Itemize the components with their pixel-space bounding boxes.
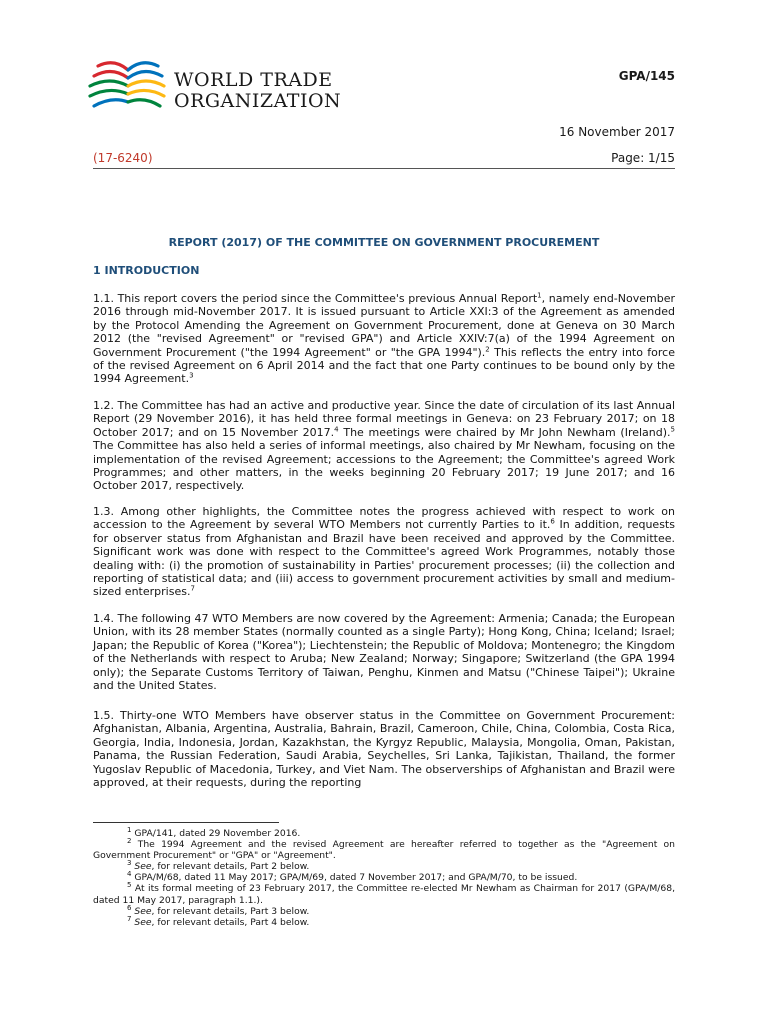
footnote-ref: 2: [485, 344, 490, 353]
footnote: $^4$ GPA/M/68, dated 11 May 2017; GPA/M/69, dated 7 November 2017; and GPA/M/70, to be issued.: [127, 870, 578, 884]
document-reference: (17-6240): [93, 151, 153, 165]
wto-logo-icon: [84, 56, 168, 120]
footnotes: [93, 825, 676, 928]
paragraph-1-3: 1.3. Among other highlights, the Committee notes the progress achieved with respect to work on accession to the Agreement by several WTO Members not currently Parties to it.$^6$ In addition, requests for observer status from Afghanistan and Brazil have been received and approved by the Committee. Significant work was done with respect to the Committee's agreed Work Programmes, notably those dealing with: (i) the promotion of sustainability in Parties' procurement processes; (ii) the collection and reporting of statistical data; and (iii) access to government procurement activities by small and medium-sized enterprises.$^7$: [93, 505, 675, 599]
footnote-ref: 1: [537, 291, 542, 300]
footnote: $^2$ The 1994 Agreement and the revised Agreement are hereafter referred to together as the "Agreement on Government Procurement" or "GPA" or "Agreement".: [93, 837, 675, 862]
document-symbol: GPA/145: [618, 69, 675, 83]
footnote-ref: 5: [670, 425, 676, 434]
organization-name-line1: WORLD TRADE: [174, 69, 333, 91]
section-heading: 1 INTRODUCTION: [93, 264, 200, 277]
footnote: $^1$ GPA/141, dated 29 November 2016.: [127, 825, 301, 839]
footnote-ref: 6: [550, 517, 555, 526]
organization-name: [174, 70, 341, 112]
footnote: $^3$ See, for relevant details, Part 2 below.: [127, 859, 310, 873]
footnote: $^5$ At its formal meeting of 23 February 2017, the Committee re-elected Mr Newham as Chairman for 2017 (GPA/M/68, dated 11 May 2017, paragraph 1.1.).: [93, 881, 676, 906]
paragraph-1-2: 1.2. The Committee has had an active and productive year. Since the date of circulation of its last Annual Report (29 November 2016), it has held three formal meetings in Geneva: on 23 February 2017; on 18 October 2017; and on 15 November 2017.$^4$ The meetings were chaired by Mr John Newham (Ireland).$^5$ The Committee has also held a series of informal meetings, also chaired by Mr Newham, focusing on the implementation of the revised Agreement; accessions to the Agreement; the Committee's agreed Work Programmes; and other matters, in the weeks beginning 20 February 2017; 19 June 2017; and 16 October 2017, respectively.: [93, 399, 676, 493]
document-date: 16 November 2017: [559, 125, 675, 139]
organization-name-line2: ORGANIZATION: [174, 90, 342, 112]
footnote-ref: 7: [190, 584, 195, 593]
paragraph-1-1: 1.1. This report covers the period since the Committee's previous Annual Report$^1$, namely end-November 2016 through mid-November 2017. It is issued pursuant to Article XXI:3 of the Agreement as amended by the Protocol Amending the Agreement on Government Procurement, done at Geneva on 30 March 2012 (the "revised Agreement" or "revised GPA") and Article XXIV:7(a) of the 1994 Agreement on Government Procurement ("the 1994 Agreement" or "the GPA 1994").$^2$ This reflects the entry into force of the revised Agreement on 6 April 2014 and the fact that one Party continues to be bound only by the 1994 Agreement.$^3$: [93, 291, 675, 386]
footnote-ref: 3: [189, 371, 194, 380]
report-title: REPORT (2017) OF THE COMMITTEE ON GOVERNMENT PROCUREMENT: [168, 236, 600, 249]
page-number: Page: 1/15: [611, 151, 675, 165]
header-divider: [93, 168, 675, 169]
footnote-divider: [93, 822, 279, 823]
footnote: $^6$ See, for relevant details, Part 3 below.: [127, 903, 310, 917]
footnote-ref: 4: [334, 425, 339, 434]
paragraph-1-4: 1.4. The following 47 WTO Members are now covered by the Agreement: Armenia; Canada; the European Union, with its 28 member States (normally counted as a single Party); Hong Kong, China; Iceland; Israel; Japan; the Republic of Korea ("Korea"); Liechtenstein; the Republic of Moldova; Montenegro; the Kingdom of the Netherlands with respect to Aruba; New Zealand; Norway; Singapore; Switzerland (the GPA 1994 only); the Separate Customs Territory of Taiwan, Penghu, Kinmen and Matsu ("Chinese Taipei"); Ukraine and the United States.: [93, 612, 675, 693]
footnote: $^7$ See, for relevant details, Part 4 below.: [127, 914, 310, 928]
paragraph-1-5: 1.5. Thirty-one WTO Members have observer status in the Committee on Government Procurement: Afghanistan, Albania, Argentina, Australia, Bahrain, Brazil, Cameroon, Chile, China, Colombia, Costa Rica, Georgia, India, Indonesia, Jordan, Kazakhstan, the Kyrgyz Republic, Malaysia, Mongolia, Oman, Pakistan, Panama, the Russian Federation, Saudi Arabia, Seychelles, Sri Lanka, Tajikistan, Thailand, the former Yugoslav Republic of Macedonia, Turkey, and Viet Nam. The observerships of Afghanistan and Brazil were approved, at their requests, during the reporting: [93, 709, 675, 790]
